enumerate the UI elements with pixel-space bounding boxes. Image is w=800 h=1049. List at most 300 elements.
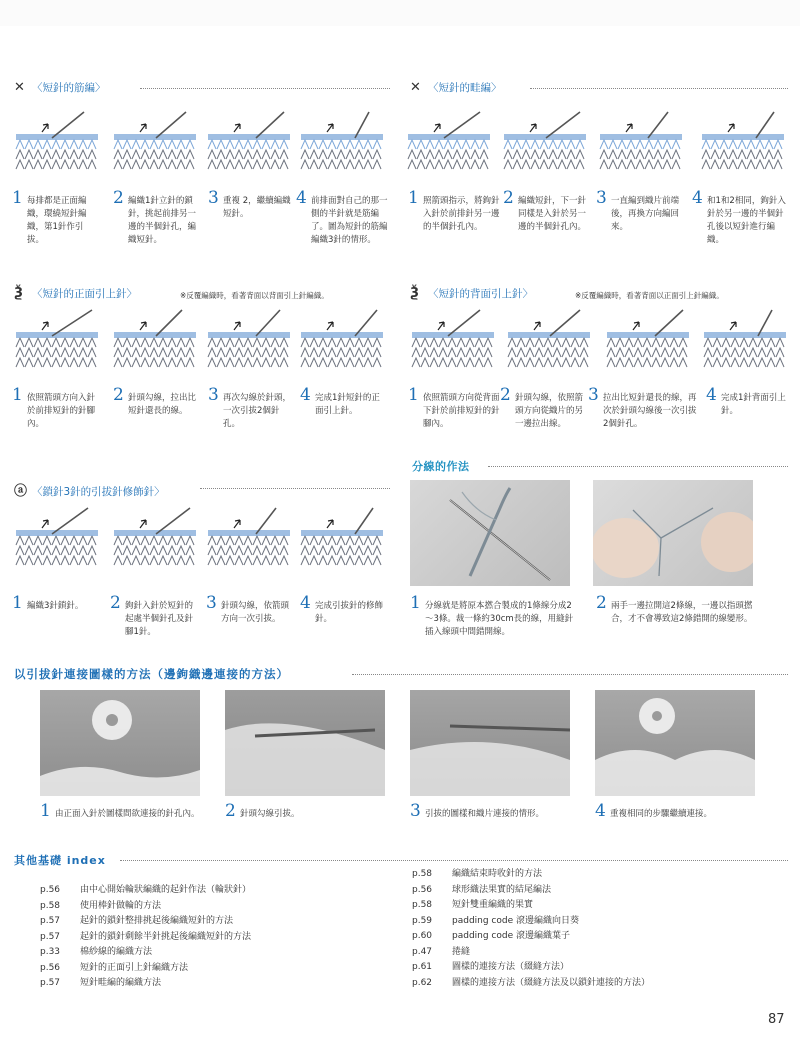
stitch-mark (132, 556, 140, 565)
stitch-mark (271, 150, 279, 159)
stitch-mark (643, 338, 651, 347)
index-page-ref: p.47 (412, 946, 433, 957)
stitch-mark (513, 160, 521, 169)
stitch-mark (670, 348, 678, 357)
stitch-mark (453, 160, 461, 169)
stitch-mark (364, 358, 372, 367)
divider-dots (352, 674, 788, 675)
stitch-mark (310, 160, 318, 169)
stitch-mark (43, 556, 51, 565)
stitch-mark (141, 150, 149, 159)
arrow-mark (327, 520, 333, 528)
stitch-mark (79, 338, 87, 347)
stitch-mark (504, 160, 512, 169)
stitch-mark (244, 556, 252, 565)
stitch-mark (244, 536, 252, 545)
stitch-mark (43, 546, 51, 555)
stitch-mark (310, 546, 318, 555)
yarn-band (114, 134, 196, 140)
stitch-mark (123, 536, 131, 545)
stitch-mark (262, 536, 270, 545)
stitch-mark (16, 546, 24, 555)
stitch-mark (346, 556, 354, 565)
stitch-mark (186, 556, 194, 565)
stitch-mark (526, 348, 534, 357)
illustration-step-1 (12, 110, 102, 178)
yarn-band (301, 332, 383, 338)
stitch-mark (319, 358, 327, 367)
illustration-step-3 (204, 308, 294, 376)
index-page-ref: p.56 (40, 885, 61, 895)
stitch-mark (749, 348, 757, 357)
stitch-mark (319, 348, 327, 357)
index-entry-text: 棉紗線的編織方法 (80, 947, 153, 957)
stitch-mark (159, 556, 167, 565)
stitch-mark (663, 150, 671, 159)
stitch-mark (346, 150, 354, 159)
stitch-mark (457, 348, 465, 357)
top-margin (0, 0, 800, 26)
stitch-mark (61, 556, 69, 565)
stitch-mark (168, 338, 176, 347)
stitch-mark (627, 150, 635, 159)
stitch-mark (600, 140, 608, 149)
stitch-mark (271, 338, 279, 347)
stitch-mark (132, 536, 140, 545)
index-page-ref: p.56 (40, 962, 61, 973)
stitch-mark (328, 536, 336, 545)
step-1: 1 每排都是正面編織，環繞短針編織，第1針作引拔。 (12, 188, 87, 245)
stitch-mark (310, 556, 318, 565)
stitch-mark (444, 160, 452, 169)
stitch-mark (253, 546, 261, 555)
stitch-mark (711, 140, 719, 149)
stitch-mark (346, 546, 354, 555)
stitch-mark (654, 140, 662, 149)
stitch-mark (645, 160, 653, 169)
photo-split-yarn-1 (410, 480, 570, 586)
stitch-mark (253, 338, 261, 347)
stitch-mark (141, 160, 149, 169)
stitch-mark (430, 338, 438, 347)
stitch-mark (244, 348, 252, 357)
stitch-mark (114, 348, 122, 357)
index-entry-text: 使用棒針做輪的方法 (80, 900, 162, 911)
stitch-mark (663, 160, 671, 169)
stitch-mark (226, 546, 234, 555)
stitch-mark (430, 358, 438, 367)
arrow-mark (234, 322, 240, 330)
stitch-mark (747, 150, 755, 159)
stitch-mark (526, 338, 534, 347)
stitch-mark (758, 348, 766, 357)
stitch-mark (79, 140, 87, 149)
symbol-ridge: ✕ (14, 80, 25, 95)
stitch-mark (208, 358, 216, 367)
stitch-mark (517, 338, 525, 347)
stitch-mark (88, 358, 96, 367)
stitch-mark (453, 150, 461, 159)
stitch-mark (337, 338, 345, 347)
stitch-mark (484, 358, 492, 367)
stitch-mark (310, 140, 318, 149)
stitch-mark (767, 338, 775, 347)
yarn-band (208, 134, 290, 140)
illustration-step-1 (12, 506, 102, 574)
stitch-mark (123, 338, 131, 347)
stitch-mark (34, 338, 42, 347)
stitch-mark (535, 348, 543, 357)
stitch-mark (88, 160, 96, 169)
stitch-mark (186, 536, 194, 545)
stitch-mark (52, 358, 60, 367)
stitch-mark (776, 348, 784, 357)
yarn-band (600, 134, 682, 140)
stitch-mark (253, 140, 261, 149)
stitch-mark (580, 358, 588, 367)
stitch-mark (262, 358, 270, 367)
note-back-post: ※反覆編織時，看著背面以正面引上針編織。 (575, 291, 724, 300)
stitch-mark (448, 358, 456, 367)
arrow-mark (234, 520, 240, 528)
stitch-mark (280, 546, 288, 555)
stitch-mark (271, 556, 279, 565)
stitch-mark (114, 536, 122, 545)
illustration-step-4 (297, 506, 387, 574)
stitch-mark (475, 348, 483, 357)
stitch-mark (186, 546, 194, 555)
illustration-step-1 (12, 308, 102, 376)
stitch-mark (114, 160, 122, 169)
stitch-mark (513, 150, 521, 159)
stitch-mark (226, 150, 234, 159)
stitch-mark (652, 338, 660, 347)
stitch-mark (722, 348, 730, 357)
illustration-step-1 (404, 110, 494, 178)
section-title-single-crochet-ridge: ✕ 〈短針的筋編〉 (14, 80, 106, 95)
stitch-mark (43, 160, 51, 169)
stitch-mark (262, 556, 270, 565)
stitch-mark (634, 348, 642, 357)
index-entry (412, 975, 650, 990)
stitch-mark (61, 140, 69, 149)
stitch-mark (280, 348, 288, 357)
stitch-mark (408, 140, 416, 149)
stitch-mark (373, 140, 381, 149)
stitch-mark (25, 358, 33, 367)
stitch-mark (713, 348, 721, 357)
stitch-mark (337, 150, 345, 159)
step-2: 2 編織短針，下一針同樣是入針於另一邊的半個針孔內。 (503, 188, 587, 232)
index-page-ref: p.57 (40, 978, 61, 988)
stitch-mark (52, 536, 60, 545)
stitch-mark (177, 536, 185, 545)
stitch-mark (571, 338, 579, 347)
arrow-mark (434, 124, 440, 132)
stitch-mark (123, 160, 131, 169)
stitch-mark (141, 546, 149, 555)
stitch-mark (580, 348, 588, 357)
stitch-mark (607, 338, 615, 347)
index-page-ref: p.58 (412, 900, 433, 910)
yarn-band (114, 332, 196, 338)
stitch-mark (337, 556, 345, 565)
stitch-mark (319, 150, 327, 159)
stitch-mark (301, 160, 309, 169)
stitch-mark (25, 140, 33, 149)
stitch-mark (43, 150, 51, 159)
stitch-mark (535, 358, 543, 367)
stitch-mark (141, 338, 149, 347)
yarn-band (607, 332, 689, 338)
illustration-step-4 (297, 110, 387, 178)
stitch-mark (749, 338, 757, 347)
arrow-mark (42, 124, 48, 132)
stitch-mark (70, 140, 78, 149)
photo-join-step-2 (225, 690, 385, 796)
stitch-mark (253, 556, 261, 565)
yarn-band (301, 530, 383, 536)
index-entry-text: 圖樣的連接方法（綴縫方法及以鎖針連接的方法） (452, 977, 651, 988)
stitch-mark (310, 536, 318, 545)
stitch-mark (25, 338, 33, 347)
stitch-mark (217, 338, 225, 347)
stitch-mark (244, 546, 252, 555)
photo-join-step-3 (410, 690, 570, 796)
arrow-mark (327, 322, 333, 330)
stitch-mark (177, 348, 185, 357)
stitch-mark (52, 348, 60, 357)
stitch-mark (16, 556, 24, 565)
stitch-mark (88, 140, 96, 149)
stitch-mark (262, 348, 270, 357)
stitch-mark (672, 150, 680, 159)
stitch-mark (132, 140, 140, 149)
stitch-mark (672, 160, 680, 169)
stitch-mark (25, 150, 33, 159)
stitch-mark (462, 140, 470, 149)
stitch-mark (774, 140, 782, 149)
stitch-mark (226, 140, 234, 149)
stitch-mark (328, 556, 336, 565)
stitch-mark (549, 150, 557, 159)
stitch-mark (123, 546, 131, 555)
stitch-mark (79, 348, 87, 357)
stitch-mark (439, 358, 447, 367)
stitch-mark (618, 160, 626, 169)
stitch-mark (61, 536, 69, 545)
stitch-mark (168, 556, 176, 565)
step-3: 3 引拔的圖樣和織片連接的情形。 (410, 801, 545, 821)
step-2: 2 編織1針立針的鎖針，挑起前排另一邊的半個針孔，編織短針。 (113, 188, 197, 245)
stitch-mark (150, 536, 158, 545)
illustration-step-4 (698, 110, 788, 178)
stitch-mark (729, 150, 737, 159)
section-title-front-post: Ѯ 〈短針的正面引上針〉 (14, 286, 137, 301)
stitch-mark (738, 140, 746, 149)
step-2: 2 兩手一邊拉開這2條線，一邊以指頭撚合，才不會導致這2條錯開的線變形。 (596, 593, 753, 624)
stitch-mark (337, 348, 345, 357)
stitch-mark (421, 358, 429, 367)
stitch-mark (466, 338, 474, 347)
section-title-split-yarn: 分線的作法 (412, 460, 470, 473)
step-2: 2 針頭勾線，拉出比短針還長的線。 (113, 385, 197, 416)
stitch-mark (123, 140, 131, 149)
stitch-mark (141, 358, 149, 367)
stitch-mark (636, 150, 644, 159)
step-1: 1 依照箭頭方向入針於前排短針的針腳內。 (12, 385, 96, 429)
stitch-mark (217, 160, 225, 169)
arrow-mark (728, 124, 734, 132)
stitch-mark (439, 348, 447, 357)
stitch-mark (150, 546, 158, 555)
stitch-mark (244, 140, 252, 149)
index-entry-text: 由中心開始輪狀編織的起針作法（輪狀針） (80, 885, 252, 895)
arrow-mark (438, 322, 444, 330)
illustration-step-1 (408, 308, 498, 376)
stitch-mark (661, 358, 669, 367)
index-entry-text: 編織結束時收針的方法 (452, 869, 543, 879)
stitch-mark (159, 150, 167, 159)
stitch-mark (713, 358, 721, 367)
stitch-mark (61, 348, 69, 357)
stitch-mark (765, 140, 773, 149)
page-number: 87 (768, 1012, 785, 1027)
stitch-mark (301, 140, 309, 149)
stitch-mark (310, 150, 318, 159)
stitch-mark (444, 150, 452, 159)
stitch-mark (301, 358, 309, 367)
stitch-mark (177, 160, 185, 169)
note-front-post: ※反覆編織時，看著背面以背面引上針編織。 (180, 291, 329, 300)
stitch-mark (636, 140, 644, 149)
yarn-band (114, 530, 196, 536)
stitch-mark (740, 348, 748, 357)
stitch-mark (217, 150, 225, 159)
stitch-mark (280, 160, 288, 169)
divider-dots (200, 488, 390, 489)
stitch-mark (70, 160, 78, 169)
stitch-mark (25, 160, 33, 169)
stitch-mark (88, 556, 96, 565)
stitch-mark (484, 348, 492, 357)
stitch-mark (679, 348, 687, 357)
stitch-mark (271, 536, 279, 545)
arrow-mark (534, 322, 540, 330)
stitch-mark (319, 160, 327, 169)
stitch-mark (208, 140, 216, 149)
illustration-step-2 (110, 308, 200, 376)
stitch-mark (729, 140, 737, 149)
stitch-mark (88, 536, 96, 545)
stitch-mark (177, 546, 185, 555)
stitch-mark (25, 546, 33, 555)
stitch-mark (522, 160, 530, 169)
index-entry (40, 898, 161, 913)
stitch-mark (475, 338, 483, 347)
stitch-mark (79, 160, 87, 169)
stitch-mark (280, 358, 288, 367)
stitch-mark (70, 556, 78, 565)
stitch-mark (132, 150, 140, 159)
stitch-mark (271, 160, 279, 169)
index-entry-text: 捲縫 (452, 946, 471, 957)
stitch-mark (549, 160, 557, 169)
stitch-mark (328, 160, 336, 169)
illustration-step-4 (700, 308, 790, 376)
index-page-ref: p.56 (412, 884, 433, 895)
stitch-mark (553, 338, 561, 347)
illustration-step-2 (110, 506, 200, 574)
index-entry (412, 959, 569, 974)
stitch-mark (373, 536, 381, 545)
index-page-ref: p.59 (412, 915, 433, 926)
stitch-mark (61, 160, 69, 169)
stitch-mark (704, 358, 712, 367)
stitch-mark (758, 338, 766, 347)
yarn-band (208, 332, 290, 338)
arrow-mark (327, 124, 333, 132)
stitch-mark (70, 358, 78, 367)
stitch-mark (756, 160, 764, 169)
stitch-mark (616, 358, 624, 367)
stitch-mark (159, 358, 167, 367)
stitch-mark (70, 150, 78, 159)
index-entry (412, 928, 570, 943)
stitch-mark (740, 338, 748, 347)
crochet-hook-icon (225, 690, 385, 796)
stitch-mark (562, 348, 570, 357)
stitch-mark (177, 140, 185, 149)
stitch-mark (43, 536, 51, 545)
stitch-mark (244, 150, 252, 159)
stitch-mark (504, 150, 512, 159)
stitch-mark (670, 338, 678, 347)
stitch-mark (186, 358, 194, 367)
divider-dots (530, 88, 788, 89)
stitch-mark (280, 536, 288, 545)
stitch-mark (435, 140, 443, 149)
stitch-mark (661, 348, 669, 357)
stitch-mark (217, 348, 225, 357)
yarn-band (702, 134, 784, 140)
stitch-mark (280, 338, 288, 347)
stitch-mark (301, 536, 309, 545)
stitch-mark (34, 536, 42, 545)
stitch-mark (544, 358, 552, 367)
stitch-mark (226, 358, 234, 367)
stitch-mark (654, 150, 662, 159)
stitch-mark (52, 140, 60, 149)
stitch-mark (208, 556, 216, 565)
step-4: 4 完成1針背面引上針。 (706, 385, 786, 416)
stitch-mark (328, 150, 336, 159)
stitch-mark (301, 338, 309, 347)
stitch-mark (337, 160, 345, 169)
stitch-mark (16, 160, 24, 169)
stitch-mark (609, 160, 617, 169)
step-3: 3 再次勾線於針頭，一次引拔2個針孔。 (208, 385, 292, 429)
stitch-mark (457, 358, 465, 367)
stitch-mark (177, 556, 185, 565)
stitch-mark (177, 150, 185, 159)
stitch-mark (553, 348, 561, 357)
stitch-mark (435, 150, 443, 159)
stitch-mark (508, 338, 516, 347)
stitch-mark (702, 160, 710, 169)
arrow-mark (140, 520, 146, 528)
stitch-mark (310, 348, 318, 357)
